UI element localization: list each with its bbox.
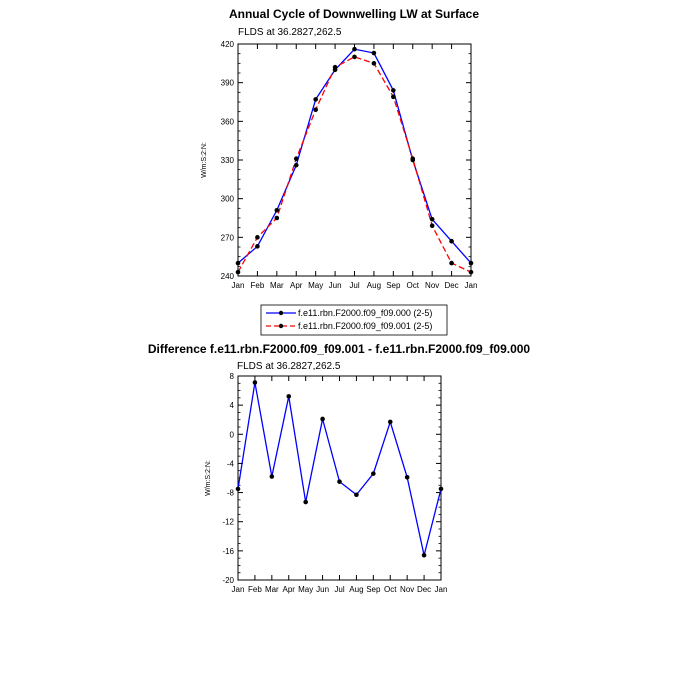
chart1-xtick-label: Aug: [366, 281, 382, 290]
chart2-frame: [238, 376, 441, 580]
chart1-series-2-point: [236, 270, 241, 275]
chart2-series-1-point: [371, 471, 376, 476]
chart1-xtick-label: Apr: [290, 281, 303, 290]
chart1-series-2-point: [333, 65, 338, 70]
chart1-series-2-point: [410, 156, 415, 161]
chart2-series-1-point: [270, 474, 275, 479]
chart1-ytick-label: 270: [220, 233, 234, 243]
chart2-xtick-label: Oct: [384, 585, 397, 594]
chart2-xtick-label: Feb: [248, 585, 262, 594]
chart2-series-1-point: [236, 487, 241, 492]
legend-label-series-1: f.e11.rbn.F2000.f09_f09.000 (2-5): [298, 308, 433, 318]
chart2-ytick-label: -16: [222, 546, 234, 556]
chart1-frame: [238, 44, 471, 276]
chart1-subtitle: FLDS at 36.2827,262.5: [238, 27, 342, 38]
chart1-series-1-point: [275, 208, 280, 213]
chart1-series-2-point: [275, 216, 280, 221]
chart2-series-1-point: [320, 417, 325, 422]
chart2-ytick-label: 4: [229, 401, 234, 411]
chart2-series-1-point: [337, 479, 342, 484]
chart2-series-1-point: [303, 500, 308, 505]
chart2-xtick-label: Apr: [282, 585, 295, 594]
chart1-series-1-point: [352, 47, 357, 52]
chart2-ytick-label: -4: [226, 459, 234, 469]
chart1-series-2-point: [313, 107, 318, 112]
legend-marker-series-1: [279, 311, 283, 315]
chart2-series-1-point: [422, 553, 427, 558]
chart2-series-1-point: [286, 394, 291, 399]
chart2-ytick-label: -8: [226, 488, 234, 498]
chart1-xtick-label: Feb: [250, 281, 265, 290]
chart1-series-2-point: [449, 261, 454, 266]
chart1-series-1-line: [238, 49, 471, 263]
chart1-xtick-label: Jan: [231, 281, 245, 290]
chart2-subtitle: FLDS at 36.2827,262.5: [237, 361, 341, 372]
chart2-xtick-label: Jul: [334, 585, 345, 594]
chart1-ylabel: W/m:S:2:N:: [201, 142, 208, 178]
chart2-ytick-label: 0: [229, 430, 234, 440]
chart1-series-1-point: [255, 244, 260, 249]
chart1-xtick-label: Jan: [464, 281, 478, 290]
chart1-series-2-point: [372, 61, 377, 66]
chart2-xtick-label: Jan: [434, 585, 448, 594]
chart2-xtick-label: Dec: [416, 585, 432, 594]
chart2-title: Difference f.e11.rbn.F2000.f09_f09.001 - f.e11.rbn.F2000.f09_f09.000: [147, 342, 531, 356]
legend-marker-series-2: [279, 324, 283, 328]
chart2-series-1-point: [354, 492, 359, 497]
chart1-plot: [221, 40, 478, 290]
chart1-ytick-label: 240: [220, 272, 234, 281]
legend-label-series-2: f.e11.rbn.F2000.f09_f09.001 (2-5): [298, 321, 433, 331]
chart2-ytick-label: -20: [222, 576, 234, 585]
chart1-series-2-line: [238, 57, 471, 272]
chart2-ytick-label: -12: [222, 517, 234, 527]
chart2-xtick-label: May: [298, 585, 314, 594]
chart1-xtick-label: May: [308, 281, 324, 290]
chart1-series-2-point: [294, 156, 299, 161]
chart1-series-1-point: [449, 239, 454, 244]
chart1-xtick-label: Dec: [444, 281, 459, 290]
chart1-xtick-label: Sep: [386, 281, 401, 290]
chart2-xtick-label: Jan: [231, 585, 245, 594]
chart1-series-2-point: [391, 95, 396, 100]
chart1-ytick-label: 390: [220, 78, 234, 88]
chart1-series-2-point: [469, 270, 474, 275]
chart2-xtick-label: Nov: [400, 585, 415, 594]
chart2-series-1-point: [439, 487, 444, 492]
chart2-xtick-label: Aug: [349, 585, 364, 594]
chart1-series-1-point: [391, 88, 396, 93]
chart1-legend: [261, 305, 447, 335]
chart1-xtick-label: Mar: [269, 281, 284, 290]
chart2-ytick-label: 8: [229, 372, 234, 381]
chart2-series-1-point: [405, 475, 410, 480]
chart1-ytick-label: 420: [220, 40, 234, 49]
chart2-series-1-point: [388, 420, 393, 425]
chart1-series-1-point: [372, 51, 377, 56]
chart1-xtick-label: Jun: [328, 281, 342, 290]
chart2-ylabel: W/m:S:2:N:: [205, 460, 212, 496]
chart2-series-1-point: [253, 380, 258, 385]
chart1-xtick-label: Oct: [406, 281, 419, 290]
chart2-xtick-label: Mar: [264, 585, 279, 594]
chart1-ytick-label: 300: [220, 194, 234, 204]
chart1-title: Annual Cycle of Downwelling LW at Surface: [228, 7, 480, 21]
chart2-series-1-line: [238, 383, 441, 556]
chart1-xtick-label: Nov: [425, 281, 440, 290]
chart1-ytick-label: 360: [220, 117, 234, 127]
chart2-xtick-label: Sep: [366, 585, 381, 594]
chart2-xtick-label: Jun: [316, 585, 330, 594]
chart1-xtick-label: Jul: [349, 281, 360, 290]
chart1-series-1-point: [430, 217, 435, 222]
chart1-series-1-point: [469, 261, 474, 266]
chart1-series-1-point: [294, 163, 299, 168]
chart1-series-2-point: [430, 223, 435, 228]
chart2-plot: [222, 372, 447, 594]
chart1-ytick-label: 330: [220, 156, 234, 165]
chart1-series-2-point: [255, 235, 260, 240]
chart1-series-2-point: [352, 55, 357, 60]
chart1-series-1-point: [236, 261, 241, 266]
chart1-series-1-point: [313, 97, 318, 102]
